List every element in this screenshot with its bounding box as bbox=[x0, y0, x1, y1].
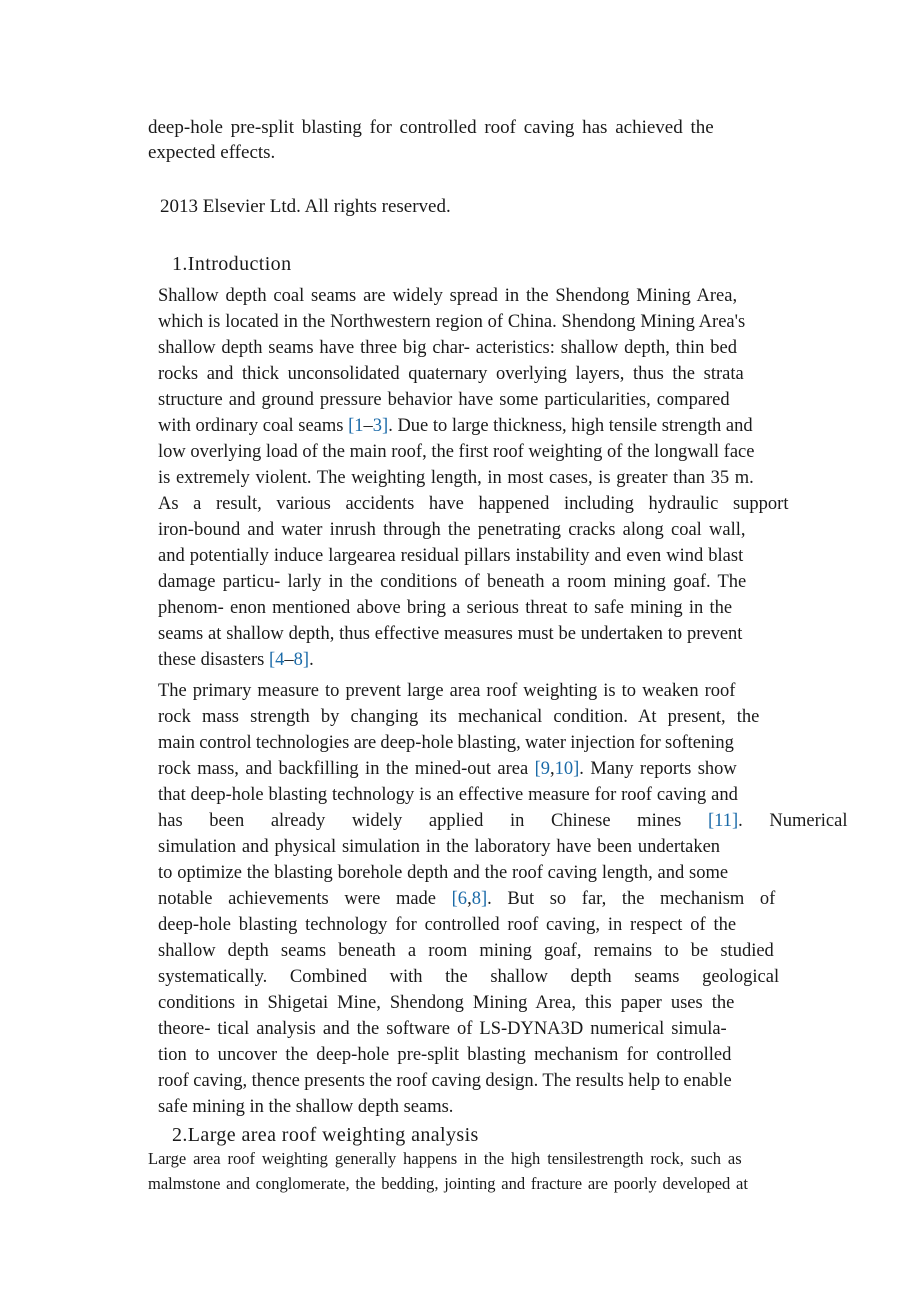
text-line: deep-hole blasting technology for controlled roof caving, in respect of the bbox=[158, 915, 737, 935]
text-run: with ordinary coal seams bbox=[158, 416, 349, 436]
text-run: . Due to large thickness, high tensile strength and bbox=[388, 416, 753, 436]
text-line: conditions in Shigetai Mine, Shendong Mining Area, this paper uses the bbox=[158, 993, 735, 1013]
text-line bbox=[158, 886, 870, 912]
citation-link-8[interactable]: 8] bbox=[293, 650, 310, 670]
citation-link-10[interactable]: 10] bbox=[554, 759, 580, 779]
roof-weighting-paragraph bbox=[148, 1146, 870, 1196]
citation-link-4[interactable]: [4 bbox=[268, 650, 285, 670]
text-line: As a result, various accidents have happened including hydraulic support bbox=[158, 494, 789, 514]
text-run: . Numerical bbox=[738, 811, 848, 831]
citation-link-6[interactable]: [6 bbox=[451, 889, 468, 909]
text-line: safe mining in the shallow depth seams. bbox=[158, 1097, 454, 1117]
text-line: rock mass strength by changing its mechanical condition. At present, the bbox=[158, 707, 760, 727]
text-line: roof caving, thence presents the roof caving design. The results help to enable bbox=[158, 1071, 732, 1091]
text-line: and potentially induce largearea residual pillars instability and even wind blast bbox=[158, 546, 744, 566]
text-line: Large area roof weighting generally happens in the high tensilestrength rock, such as bbox=[148, 1149, 742, 1168]
citation-link-3[interactable]: 3] bbox=[372, 416, 389, 436]
abstract-continuation bbox=[148, 116, 868, 165]
text-line: seams at shallow depth, thus effective measures must be undertaken to prevent bbox=[158, 624, 743, 644]
dash: – bbox=[363, 416, 373, 436]
text-line bbox=[158, 413, 860, 439]
text-line: low overlying load of the main roof, the first roof weighting of the longwall face bbox=[158, 442, 755, 462]
text-run: . Many reports show bbox=[579, 759, 737, 779]
text-line: simulation and physical simulation in the laboratory have been undertaken bbox=[158, 837, 721, 857]
text-line: tion to uncover the deep-hole pre-split blasting mechanism for controlled bbox=[158, 1045, 732, 1065]
comma: , bbox=[550, 759, 555, 779]
intro-paragraph-1 bbox=[158, 283, 860, 673]
section-heading-roof-weighting: 2.Large area roof weighting analysis bbox=[172, 1124, 479, 1146]
text-line: main control technologies are deep-hole blasting, water injection for softening bbox=[158, 733, 734, 753]
text-line bbox=[158, 756, 870, 782]
text-run: rock mass, and backfilling in the mined-out area bbox=[158, 759, 535, 779]
text-line: damage particu- larly in the conditions of beneath a room mining goaf. The bbox=[158, 572, 747, 592]
citation-link-11[interactable]: [11] bbox=[708, 811, 739, 831]
text-run: has been already widely applied in Chinese mines bbox=[158, 811, 709, 831]
text-line: shallow depth seams have three big char- acteristics: shallow depth, thin bed bbox=[158, 338, 737, 358]
intro-paragraph-2 bbox=[158, 678, 870, 1120]
citation-link-8b[interactable]: 8] bbox=[471, 889, 488, 909]
section-heading-introduction: 1.Introduction bbox=[172, 253, 292, 275]
text-line: malmstone and conglomerate, the bedding, jointing and fracture are poorly developed at bbox=[148, 1174, 748, 1193]
text-line: iron-bound and water inrush through the penetrating cracks along coal wall, bbox=[158, 520, 746, 540]
text-line bbox=[158, 647, 860, 673]
text-line bbox=[158, 808, 870, 834]
text-run: these disasters bbox=[158, 650, 269, 670]
text-line: to optimize the blasting borehole depth and the roof caving length, and some bbox=[158, 863, 729, 883]
citation-link-1[interactable]: [1 bbox=[348, 416, 364, 436]
text-line: expected effects. bbox=[148, 141, 276, 163]
text-line: The primary measure to prevent large area roof weighting is to weaken roof bbox=[158, 681, 736, 701]
text-run: . bbox=[309, 650, 314, 670]
text-run: . But so far, the mechanism of bbox=[487, 889, 776, 909]
text-line: structure and ground pressure behavior have some particularities, compared bbox=[158, 390, 730, 410]
text-line: theore- tical analysis and the software of LS-DYNA3D numerical simula- bbox=[158, 1019, 727, 1039]
dash: – bbox=[284, 650, 294, 670]
text-line: is extremely violent. The weighting length, in most cases, is greater than 35 m. bbox=[158, 468, 754, 488]
text-line: which is located in the Northwestern region of China. Shendong Mining Area's bbox=[158, 312, 746, 332]
text-run: notable achievements were made bbox=[158, 889, 452, 909]
text-line: that deep-hole blasting technology is an effective measure for roof caving and bbox=[158, 785, 738, 805]
comma: , bbox=[467, 889, 472, 909]
text-line: phenom- enon mentioned above bring a serious threat to safe mining in the bbox=[158, 598, 733, 618]
citation-link-9[interactable]: [9 bbox=[534, 759, 550, 779]
text-line: systematically. Combined with the shallow depth seams geological bbox=[158, 967, 780, 987]
text-line: rocks and thick unconsolidated quaternary overlying layers, thus the strata bbox=[158, 364, 744, 384]
copyright-notice: 2013 Elsevier Ltd. All rights reserved. bbox=[160, 196, 451, 217]
text-line: Shallow depth coal seams are widely spread in the Shendong Mining Area, bbox=[158, 286, 738, 306]
text-line: shallow depth seams beneath a room mining goaf, remains to be studied bbox=[158, 941, 774, 961]
text-line: deep-hole pre-split blasting for controlled roof caving has achieved the bbox=[148, 117, 714, 138]
